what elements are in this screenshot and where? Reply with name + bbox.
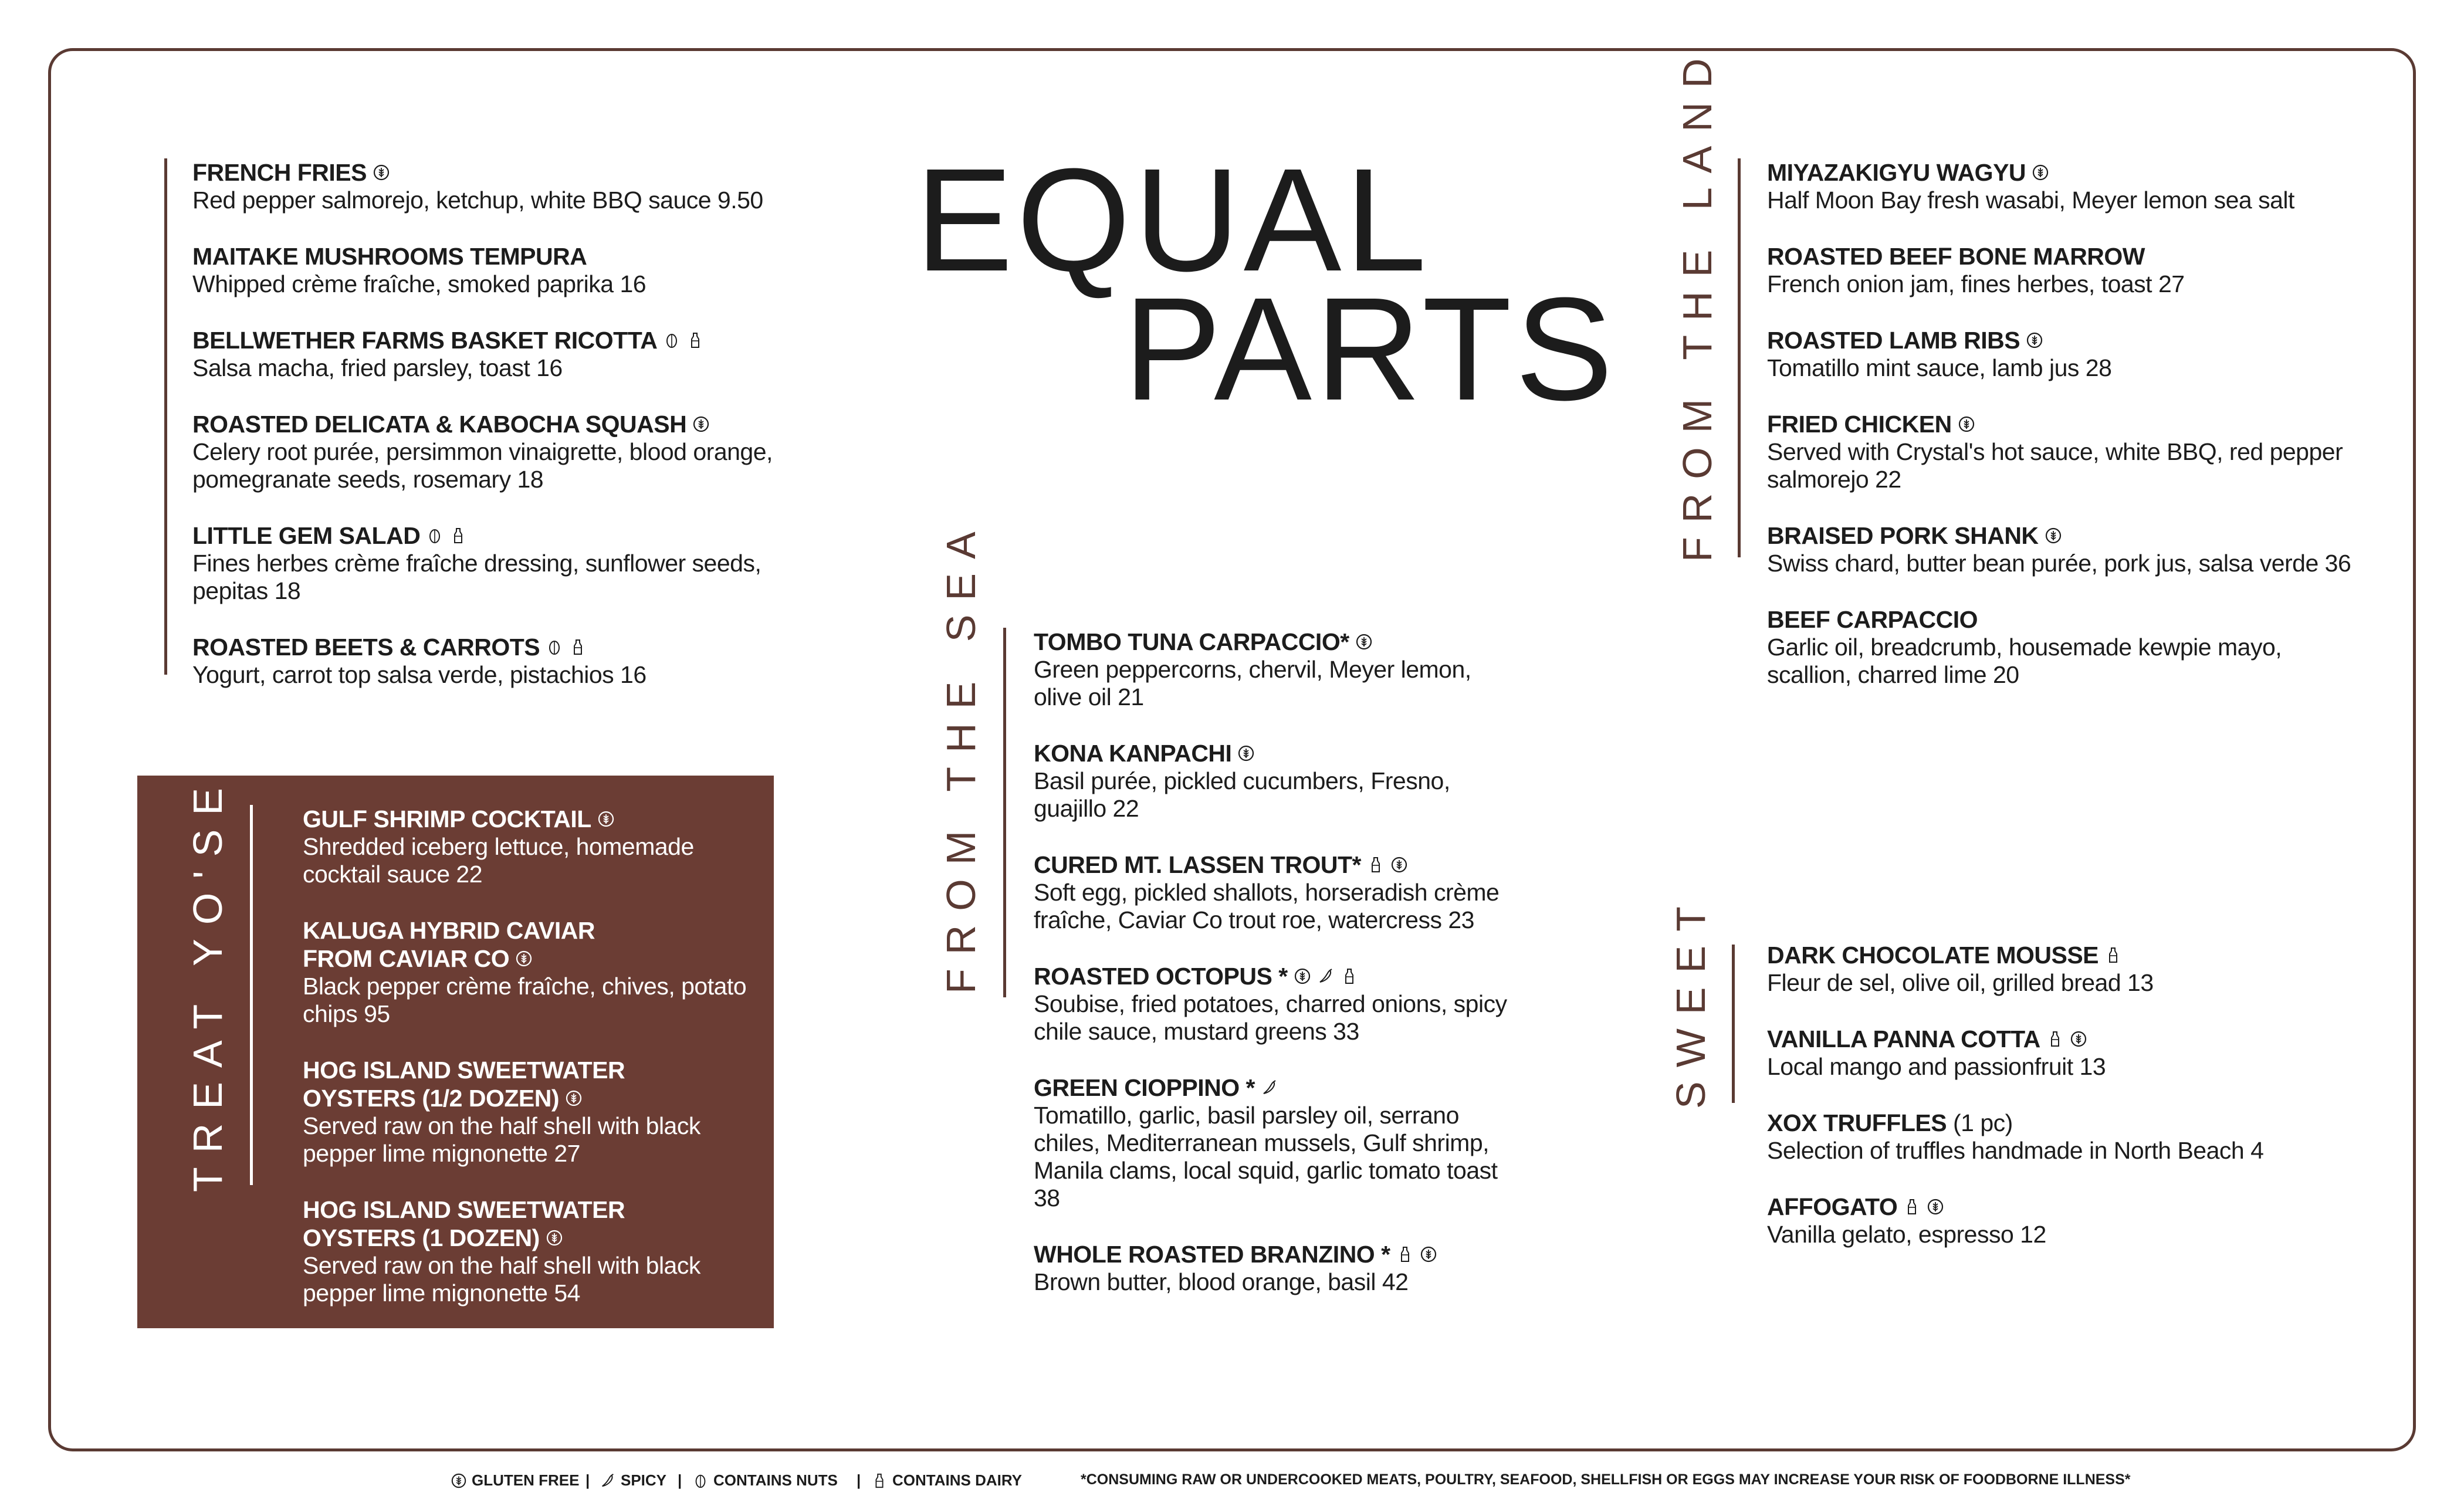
menu-item-name-line-2 (303, 1084, 760, 1112)
menu-item-name (1034, 1240, 1515, 1268)
sea-column (1034, 628, 1515, 1296)
menu-item (1767, 522, 2354, 577)
logo-line-1: EQUAL (915, 138, 1430, 302)
menu-item-name (1767, 158, 2354, 187)
dairy-icon (1367, 856, 1385, 874)
menu-item (1767, 242, 2354, 298)
menu-item-name (1767, 326, 2354, 354)
menu-item-name (1034, 851, 1515, 879)
menu-item-name (1767, 242, 2354, 270)
gluten-free-icon (597, 810, 615, 828)
dairy-icon (2104, 946, 2122, 964)
menu-item-description: Tomatillo mint sauce, lamb jus 28 (1767, 354, 2112, 381)
spicy-icon (600, 1473, 616, 1489)
menu-item-name-text: GULF SHRIMP COCKTAIL (303, 805, 591, 832)
menu-item-name-text: OYSTERS (1/2 DOZEN) (303, 1085, 560, 1112)
gluten-free-icon (692, 415, 710, 433)
menu-item (1767, 941, 2295, 997)
gluten-free-icon (2032, 164, 2049, 181)
gluten-free-icon (565, 1089, 583, 1107)
legend-gluten-free-label: GLUTEN FREE (472, 1471, 580, 1489)
left-column (192, 158, 791, 689)
menu-item (1034, 962, 1515, 1045)
menu-item-name-text: ROASTED BEEF BONE MARROW (1767, 243, 2145, 270)
gluten-free-icon (546, 1229, 563, 1247)
menu-item-name-text: MAITAKE MUSHROOMS TEMPURA (192, 243, 587, 270)
menu-item-description: Served raw on the half shell with black pepper lime mignonette 27 (303, 1112, 700, 1167)
menu-item (1034, 1240, 1515, 1296)
dairy-icon (569, 638, 587, 656)
menu-item-name (1767, 1193, 2295, 1221)
menu-item-description: Tomatillo, garlic, basil parsley oil, serrano chiles, Mediterranean mussels, Gulf shrimp, Manila clams, local squid, garlic tomato toast 38 (1034, 1102, 1498, 1211)
nuts-icon (546, 638, 563, 656)
dairy-icon (1903, 1198, 1921, 1216)
dairy-icon (871, 1473, 888, 1489)
menu-item-name-text: MIYAZAKIGYU WAGYU (1767, 159, 2026, 186)
menu-item-description: Red pepper salmorejo, ketchup, white BBQ sauce 9.50 (192, 187, 763, 214)
gluten-free-icon (2070, 1030, 2087, 1048)
legend-spicy (600, 1471, 666, 1490)
menu-item-description: Local mango and passionfruit 13 (1767, 1053, 2106, 1080)
gluten-free-icon (1927, 1198, 1944, 1216)
dairy-icon (1396, 1245, 1414, 1263)
menu-item-name-text: ROASTED BEETS & CARROTS (192, 634, 540, 661)
menu-item-name (192, 522, 791, 550)
menu-item (1767, 326, 2354, 382)
menu-item-description: Soft egg, pickled shallots, horseradish crème fraîche, Caviar Co trout roe, watercress 23 (1034, 879, 1500, 933)
menu-item (1034, 739, 1515, 823)
menu-item-name-text: GREEN CIOPPINO * (1034, 1074, 1255, 1101)
menu-item-name (1767, 410, 2354, 438)
treat-column (303, 805, 760, 1307)
legend-nuts (692, 1471, 838, 1490)
gluten-free-icon (451, 1473, 467, 1489)
nuts-icon (692, 1473, 709, 1489)
treat-column-rule (250, 805, 253, 1185)
menu-item-name-text: WHOLE ROASTED BRANZINO * (1034, 1241, 1390, 1268)
menu-item-name-line-2 (303, 945, 760, 973)
legend-nuts-label: CONTAINS NUTS (713, 1471, 838, 1489)
menu-item (1034, 1074, 1515, 1212)
menu-item-name (192, 410, 791, 438)
menu-item-name (1767, 522, 2354, 550)
menu-item (303, 805, 760, 888)
menu-item (1767, 410, 2354, 493)
menu-item-name-line-2 (303, 1224, 760, 1252)
menu-item-description: Served raw on the half shell with black pepper lime mignonette 54 (303, 1252, 700, 1307)
menu-item (1767, 1193, 2295, 1248)
menu-item (192, 158, 791, 214)
menu-item-name-text: FRENCH FRIES (192, 159, 367, 186)
menu-item-name-text: ROASTED LAMB RIBS (1767, 327, 2020, 354)
gluten-free-icon (1958, 415, 1975, 433)
sea-section-title: FROM THE SEA (938, 517, 984, 994)
footer-legend (0, 1471, 2464, 1492)
gluten-free-icon (373, 164, 390, 181)
foodborne-illness-disclaimer: *CONSUMING RAW OR UNDERCOOKED MEATS, POULTRY, SEAFOOD, SHELLFISH OR EGGS MAY INCREASE YOUR RISK OF FOODBORNE ILLNESS* (1081, 1471, 2131, 1488)
treat-section-title: TREAT YO'SELF (185, 698, 231, 1192)
menu-item (1767, 605, 2354, 689)
menu-item (303, 916, 760, 1028)
menu-item-description: French onion jam, fines herbes, toast 27 (1767, 270, 2185, 297)
menu-item-description: Vanilla gelato, espresso 12 (1767, 1221, 2046, 1248)
legend-dairy (871, 1471, 1022, 1490)
dairy-icon (449, 527, 467, 544)
menu-item-name-text: FRIED CHICKEN (1767, 411, 1952, 438)
nuts-icon (663, 331, 681, 349)
menu-item-name (192, 633, 791, 661)
menu-item (303, 1056, 760, 1167)
menu-item-name (1767, 1025, 2295, 1053)
gluten-free-icon (1420, 1245, 1437, 1263)
menu-item-name-text: LITTLE GEM SALAD (192, 522, 421, 549)
menu-item-description: Half Moon Bay fresh wasabi, Meyer lemon sea salt (1767, 187, 2294, 214)
dairy-icon (1341, 967, 1358, 985)
treat-yoself-box (137, 698, 774, 1328)
gluten-free-icon (515, 950, 533, 967)
menu-item-description: Yogurt, carrot top salsa verde, pistachios 16 (192, 661, 647, 688)
legend-gluten-free (451, 1471, 579, 1490)
menu-item-name-text: TOMBO TUNA CARPACCIO* (1034, 628, 1349, 655)
menu-item-name-text: AFFOGATO (1767, 1193, 1898, 1220)
menu-item-description: Salsa macha, fried parsley, toast 16 (192, 354, 563, 381)
gluten-free-icon (1294, 967, 1311, 985)
sweet-section-title: SWEET (1668, 892, 1714, 1109)
sweet-column (1767, 941, 2295, 1248)
gluten-free-icon (1390, 856, 1408, 874)
legend-separator: | (678, 1471, 682, 1489)
logo-line-2: PARTS (1123, 267, 1617, 431)
legend-separator: | (857, 1471, 861, 1489)
dairy-icon (2046, 1030, 2064, 1048)
menu-item-description: Fleur de sel, olive oil, grilled bread 13 (1767, 969, 2154, 996)
menu-item-name (1767, 605, 2354, 634)
menu-item-description: Shredded iceberg lettuce, homemade cocktail sauce 22 (303, 833, 694, 888)
menu-item-name (192, 326, 791, 354)
menu-item (1034, 851, 1515, 934)
menu-item-name-text: FROM CAVIAR CO (303, 945, 510, 972)
menu-item (192, 242, 791, 298)
menu-item-name (192, 242, 791, 270)
gluten-free-icon (1355, 633, 1373, 651)
menu-item-name-text: ROASTED DELICATA & KABOCHA SQUASH (192, 411, 687, 438)
menu-item-name: HOG ISLAND SWEETWATER (303, 1196, 625, 1223)
legend-dairy-label: CONTAINS DAIRY (892, 1471, 1022, 1489)
left-column-rule (164, 158, 167, 675)
land-section-title: FROM THE LAND (1674, 44, 1720, 562)
menu-item-name-text: DARK CHOCOLATE MOUSSE (1767, 942, 2099, 969)
menu-item-description: Garlic oil, breadcrumb, housemade kewpie mayo, scallion, charred lime 20 (1767, 634, 2282, 688)
menu-item-name (1034, 1074, 1515, 1102)
menu-item-description: Celery root purée, persimmon vinaigrette, blood orange, pomegranate seeds, rosemary 18 (192, 438, 773, 493)
menu-item (192, 522, 791, 605)
menu-item (1767, 1109, 2295, 1165)
gluten-free-icon (1237, 744, 1255, 762)
menu-item-name (1767, 1109, 2295, 1137)
menu-item-description: Selection of truffles handmade in North Beach 4 (1767, 1137, 2264, 1164)
menu-item-name-text: KONA KANPACHI (1034, 740, 1232, 767)
spicy-icon (1317, 967, 1335, 985)
menu-item-name-text: BELLWETHER FARMS BASKET RICOTTA (192, 327, 658, 354)
menu-item-description: Served with Crystal's hot sauce, white BBQ, red pepper salmorejo 22 (1767, 438, 2343, 493)
menu-item (192, 326, 791, 382)
menu-item (192, 633, 791, 689)
land-column-rule (1738, 158, 1741, 557)
legend-spicy-label: SPICY (621, 1471, 667, 1489)
menu-item-name (1034, 739, 1515, 767)
menu-item-name-text: BRAISED PORK SHANK (1767, 522, 2039, 549)
menu-item (1034, 628, 1515, 711)
menu-item-description: Soubise, fried potatoes, charred onions, spicy chile sauce, mustard greens 33 (1034, 990, 1507, 1045)
spicy-icon (1261, 1079, 1278, 1096)
menu-item-description: Green peppercorns, chervil, Meyer lemon, olive oil 21 (1034, 656, 1471, 710)
menu-item (1767, 158, 2354, 214)
menu-item-name: HOG ISLAND SWEETWATER (303, 1057, 625, 1084)
menu-item-name-text: OYSTERS (1 DOZEN) (303, 1224, 540, 1251)
menu-item-description: Brown butter, blood orange, basil 42 (1034, 1268, 1409, 1295)
sweet-column-rule (1732, 945, 1735, 1103)
menu-item-description: Fines herbes crème fraîche dressing, sunflower seeds, pepitas 18 (192, 550, 761, 604)
menu-item-name (1034, 628, 1515, 656)
menu-item-name-text: BEEF CARPACCIO (1767, 606, 1978, 633)
menu-item-name-text: ROASTED OCTOPUS * (1034, 963, 1288, 990)
legend-separator: | (585, 1471, 590, 1489)
menu-item-name (1034, 962, 1515, 990)
menu-item-description: Whipped crème fraîche, smoked paprika 16 (192, 270, 647, 297)
menu-item-description: Black pepper crème fraîche, chives, potato chips 95 (303, 973, 747, 1027)
menu-item (192, 410, 791, 493)
menu-item-name (192, 158, 791, 187)
gluten-free-icon (2045, 527, 2062, 544)
menu-item-name (1767, 941, 2295, 969)
menu-item-name: KALUGA HYBRID CAVIAR (303, 917, 595, 944)
menu-item (1767, 1025, 2295, 1081)
menu-item-name (303, 805, 760, 833)
dairy-icon (686, 331, 704, 349)
menu-item-name-text: XOX TRUFFLES (1767, 1109, 1947, 1136)
menu-item-description: Basil purée, pickled cucumbers, Fresno, guajillo 22 (1034, 767, 1450, 822)
land-column (1767, 158, 2354, 689)
menu-item-description: Swiss chard, butter bean purée, pork jus, salsa verde 36 (1767, 550, 2351, 577)
nuts-icon (426, 527, 444, 544)
menu-item (303, 1196, 760, 1307)
menu-item-name-text: VANILLA PANNA COTTA (1767, 1025, 2040, 1052)
menu-item-portion: (1 pc) (1947, 1109, 2013, 1136)
sea-column-rule (1003, 628, 1006, 997)
gluten-free-icon (2026, 331, 2043, 349)
menu-item-name-text: CURED MT. LASSEN TROUT* (1034, 851, 1361, 878)
